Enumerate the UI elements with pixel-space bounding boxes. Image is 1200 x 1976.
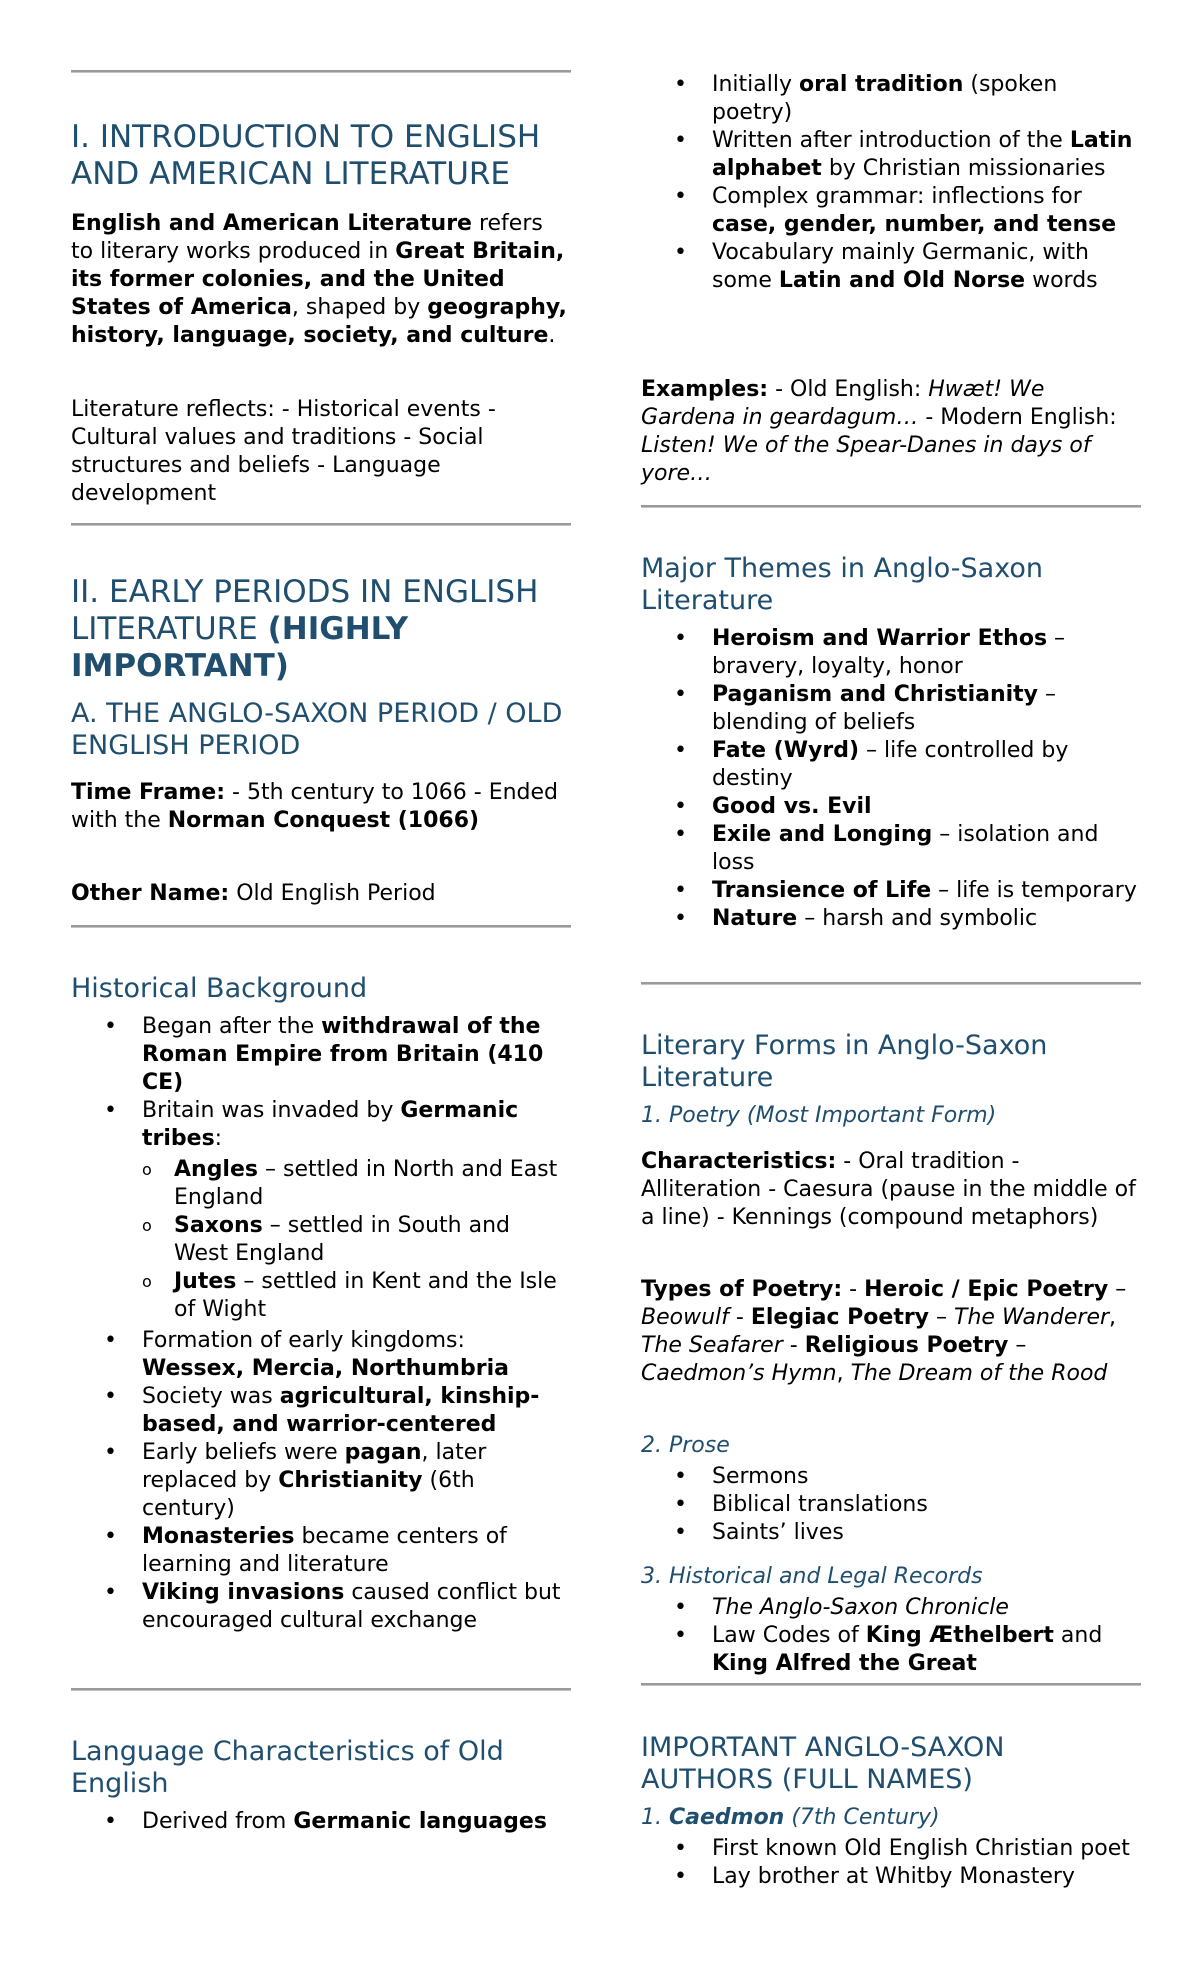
text-run: , shaped by (291, 295, 428, 320)
text-run: - Old English: (768, 377, 929, 402)
list-item (71, 1808, 571, 1836)
text-run: Norman Conquest (1066) (167, 808, 480, 833)
text-run: Paganism and Christianity (712, 682, 1039, 707)
text-run: . (548, 323, 556, 348)
text-run: Nature (712, 906, 798, 931)
text-run: and (1053, 1623, 1103, 1648)
text-run: agricultural, kinship-based, and warrior-centered (142, 1384, 540, 1437)
text-run: , later replaced by (142, 1440, 487, 1493)
text-run: Elegiac Poetry (750, 1305, 930, 1330)
list-item (641, 1594, 1141, 1622)
literary-forms-title: Literary Forms in Anglo-Saxon Literature (641, 1030, 1048, 1093)
text-run: Heroism and Warrior Ethos (712, 626, 1048, 651)
list-item (641, 821, 1141, 877)
text-run: Fate (Wyrd) (712, 738, 859, 763)
text-run: Exile and Longing (712, 822, 933, 847)
text-run: Caedmon (668, 1805, 785, 1830)
list-item (641, 1622, 1141, 1678)
text-run: – (1008, 1333, 1027, 1358)
text-run: Germanic tribes (142, 1098, 519, 1151)
text-run: (6th century) (142, 1468, 475, 1521)
text-run: , (1109, 1305, 1117, 1330)
divider (641, 1683, 1141, 1686)
text-run: English and American Literature (71, 211, 472, 236)
text-run: The Wanderer (954, 1305, 1110, 1330)
text-run: Saints’ lives (712, 1520, 844, 1545)
list-item (71, 1013, 571, 1097)
text-run: The Dream of the Rood (850, 1361, 1108, 1386)
text-run: words (1025, 268, 1098, 293)
list-item (641, 1519, 1141, 1547)
text-run: Latin alphabet (712, 128, 1133, 181)
list-item (71, 1383, 571, 1439)
list-item (641, 1835, 1141, 1863)
list-item (641, 71, 1141, 127)
section-1-title: I. INTRODUCTION TO ENGLISH AND AMERICAN LITERATURE (71, 119, 541, 192)
text-run: Transience of Life (712, 878, 932, 903)
text-run: - 5th century to 1066 - Ended with the (71, 780, 559, 833)
text-run: - (842, 1277, 865, 1302)
text-run: King Æthelbert (865, 1623, 1054, 1648)
text-run: Religious Poetry (804, 1333, 1009, 1358)
text-run: - (728, 1305, 751, 1330)
other-name (71, 880, 571, 908)
text-run: Society was (142, 1384, 280, 1409)
prose-subtitle: 2. Prose (641, 1433, 730, 1458)
list-item (641, 625, 1141, 681)
text-run: – settled in Kent and the Isle of Wight (174, 1269, 557, 1322)
text-run: First known Old English Christian poet (712, 1836, 1130, 1861)
text-run: Christianity (278, 1468, 423, 1493)
text-run: - (782, 1333, 805, 1358)
author-1-list (641, 1835, 1141, 1891)
list-item (641, 127, 1141, 183)
hist-list-1 (71, 1013, 571, 1153)
list-item (641, 1463, 1141, 1491)
text-run: – (929, 1305, 955, 1330)
text-run: Biblical translations (712, 1492, 928, 1517)
text-run: The Seafarer (641, 1333, 783, 1358)
text-run: – harsh and symbolic (797, 906, 1038, 931)
divider (641, 982, 1141, 985)
text-run: Types of Poetry: (641, 1277, 843, 1302)
text-run: Other Name: (71, 881, 230, 906)
list-item (641, 737, 1141, 793)
section-2a-title: A. THE ANGLO-SAXON PERIOD / OLD ENGLISH PERIOD (71, 698, 563, 761)
list-item (71, 1097, 571, 1153)
text-run: 1. (641, 1805, 669, 1830)
text-run: Britain was invaded by (142, 1098, 401, 1123)
list-item (641, 905, 1141, 933)
text-run: The Anglo-Saxon Chronicle (712, 1595, 1009, 1620)
text-run: – (1108, 1277, 1127, 1302)
major-themes-title: Major Themes in Anglo-Saxon Literature (641, 553, 1043, 616)
text-run: – life controlled by destiny (712, 738, 1069, 791)
text-run: – life is temporary (931, 878, 1137, 903)
text-run: – bravery, loyalty, honor (712, 626, 1066, 679)
text-run: case, gender, number, and tense (712, 212, 1117, 237)
list-item (641, 183, 1141, 239)
poetry-subtitle: 1. Poetry (Most Important Form) (641, 1103, 997, 1128)
language-list-continued (641, 71, 1141, 295)
text-run: Early beliefs were (142, 1440, 345, 1465)
list-item (641, 793, 1141, 821)
list-item (641, 1491, 1141, 1519)
text-run: Viking invasions (142, 1580, 345, 1605)
authors-title: IMPORTANT ANGLO-SAXON AUTHORS (FULL NAMES) (641, 1732, 1005, 1795)
text-run: Began after the (142, 1014, 322, 1039)
text-run: Examples: (641, 377, 769, 402)
text-run: Caedmon’s Hymn (641, 1361, 837, 1386)
text-run: caused conflict but encouraged cultural exchange (142, 1580, 561, 1633)
text-run: Formation of early kingdoms: (142, 1328, 465, 1353)
text-run: Time Frame: (71, 780, 226, 805)
text-run: geography, history, language, society, and culture (71, 295, 567, 348)
text-run: Complex grammar: inflections for (712, 184, 1082, 209)
examples-paragraph (641, 376, 1141, 488)
divider (71, 925, 571, 928)
text-run: Monasteries (142, 1524, 295, 1549)
divider (71, 523, 571, 526)
list-item (641, 877, 1141, 905)
list-item (641, 681, 1141, 737)
text-run: - Oral tradition - Alliteration - Caesura (pause in the middle of a line) - Kennings (compound metaphors) (641, 1149, 1136, 1230)
text-run: Law Codes of (712, 1623, 866, 1648)
list-item (71, 1439, 571, 1523)
list-item (71, 1523, 571, 1579)
list-item (71, 1579, 571, 1635)
prose-list (641, 1463, 1141, 1547)
divider (641, 505, 1141, 508)
text-run: King Alfred the Great (712, 1651, 977, 1676)
text-run: II. EARLY PERIODS IN ENGLISH LITERATURE (71, 574, 539, 647)
text-run: Initially (712, 72, 800, 97)
text-run: : (214, 1126, 223, 1151)
language-characteristics-title: Language Characteristics of Old English (71, 1736, 504, 1799)
language-list (71, 1808, 571, 1836)
text-run: oral tradition (799, 72, 964, 97)
hist-sublist (142, 1156, 571, 1324)
text-run: Heroic / Epic Poetry (864, 1277, 1109, 1302)
list-item (142, 1156, 571, 1212)
text-run: – isolation and loss (712, 822, 1099, 875)
text-run: Written after introduction of the (712, 128, 1070, 153)
text-run: (7th Century) (784, 1805, 940, 1830)
text-run: Hwæt! We Gardena in geardagum… (641, 377, 1045, 430)
text-run: – blending of beliefs (712, 682, 1057, 735)
text-run: Beowulf (641, 1305, 729, 1330)
text-run: Jutes (174, 1269, 237, 1294)
text-run: by Christian missionaries (821, 156, 1106, 181)
text-run: Lay brother at Whitby Monastery (712, 1864, 1075, 1889)
poetry-types (641, 1276, 1141, 1388)
text-run: Old English Period (229, 881, 436, 906)
list-item (142, 1268, 571, 1324)
list-item (71, 1327, 571, 1383)
text-run: Wessex, Mercia, Northumbria (142, 1356, 509, 1381)
list-item (641, 239, 1141, 295)
text-run: Latin and Old Norse (778, 268, 1026, 293)
text-run: refers to literary works produced in (71, 211, 543, 264)
records-subtitle: 3. Historical and Legal Records (641, 1564, 983, 1589)
hist-list-2 (71, 1327, 571, 1635)
historical-background-list (71, 1013, 571, 1635)
text-run: Sermons (712, 1464, 809, 1489)
historical-background-title: Historical Background (71, 973, 368, 1004)
intro-paragraph (71, 210, 571, 350)
text-run: Great Britain, its former colonies, and the United States of America (71, 239, 565, 320)
text-run: Saxons (174, 1213, 263, 1238)
text-run: Good vs. Evil (712, 794, 872, 819)
text-run: (HIGHLY IMPORTANT) (71, 611, 409, 684)
records-list (641, 1594, 1141, 1678)
text-run: – settled in South and West England (174, 1213, 510, 1266)
author-1-title (641, 1804, 1141, 1832)
list-item (641, 1863, 1141, 1891)
text-run: (spoken poetry) (712, 72, 1058, 125)
text-run: Listen! We of the Spear-Danes in days of yore… (641, 433, 1091, 486)
time-frame (71, 779, 571, 835)
text-run: pagan (344, 1440, 422, 1465)
divider (71, 70, 571, 73)
text-run: withdrawal of the Roman Empire from Britain (410 CE) (142, 1014, 544, 1095)
text-run: Characteristics: (641, 1149, 837, 1174)
poetry-characteristics (641, 1148, 1141, 1232)
list-item (142, 1212, 571, 1268)
text-run: – settled in North and East England (174, 1157, 558, 1210)
text-run: Derived from (142, 1809, 294, 1834)
literature-reflects-paragraph: Literature reflects: - Historical events - Cultural values and traditions - Social structures and beliefs - Language development (71, 397, 496, 506)
text-run: , (836, 1361, 851, 1386)
section-2-title (71, 574, 571, 685)
themes-list (641, 625, 1141, 933)
text-run: Germanic languages (293, 1809, 547, 1834)
divider (71, 1688, 571, 1691)
text-run: became centers of learning and literature (142, 1524, 507, 1577)
text-run: Angles (174, 1157, 258, 1182)
text-run: Vocabulary mainly Germanic, with some (712, 240, 1089, 293)
text-run: - Modern English: (918, 405, 1117, 430)
